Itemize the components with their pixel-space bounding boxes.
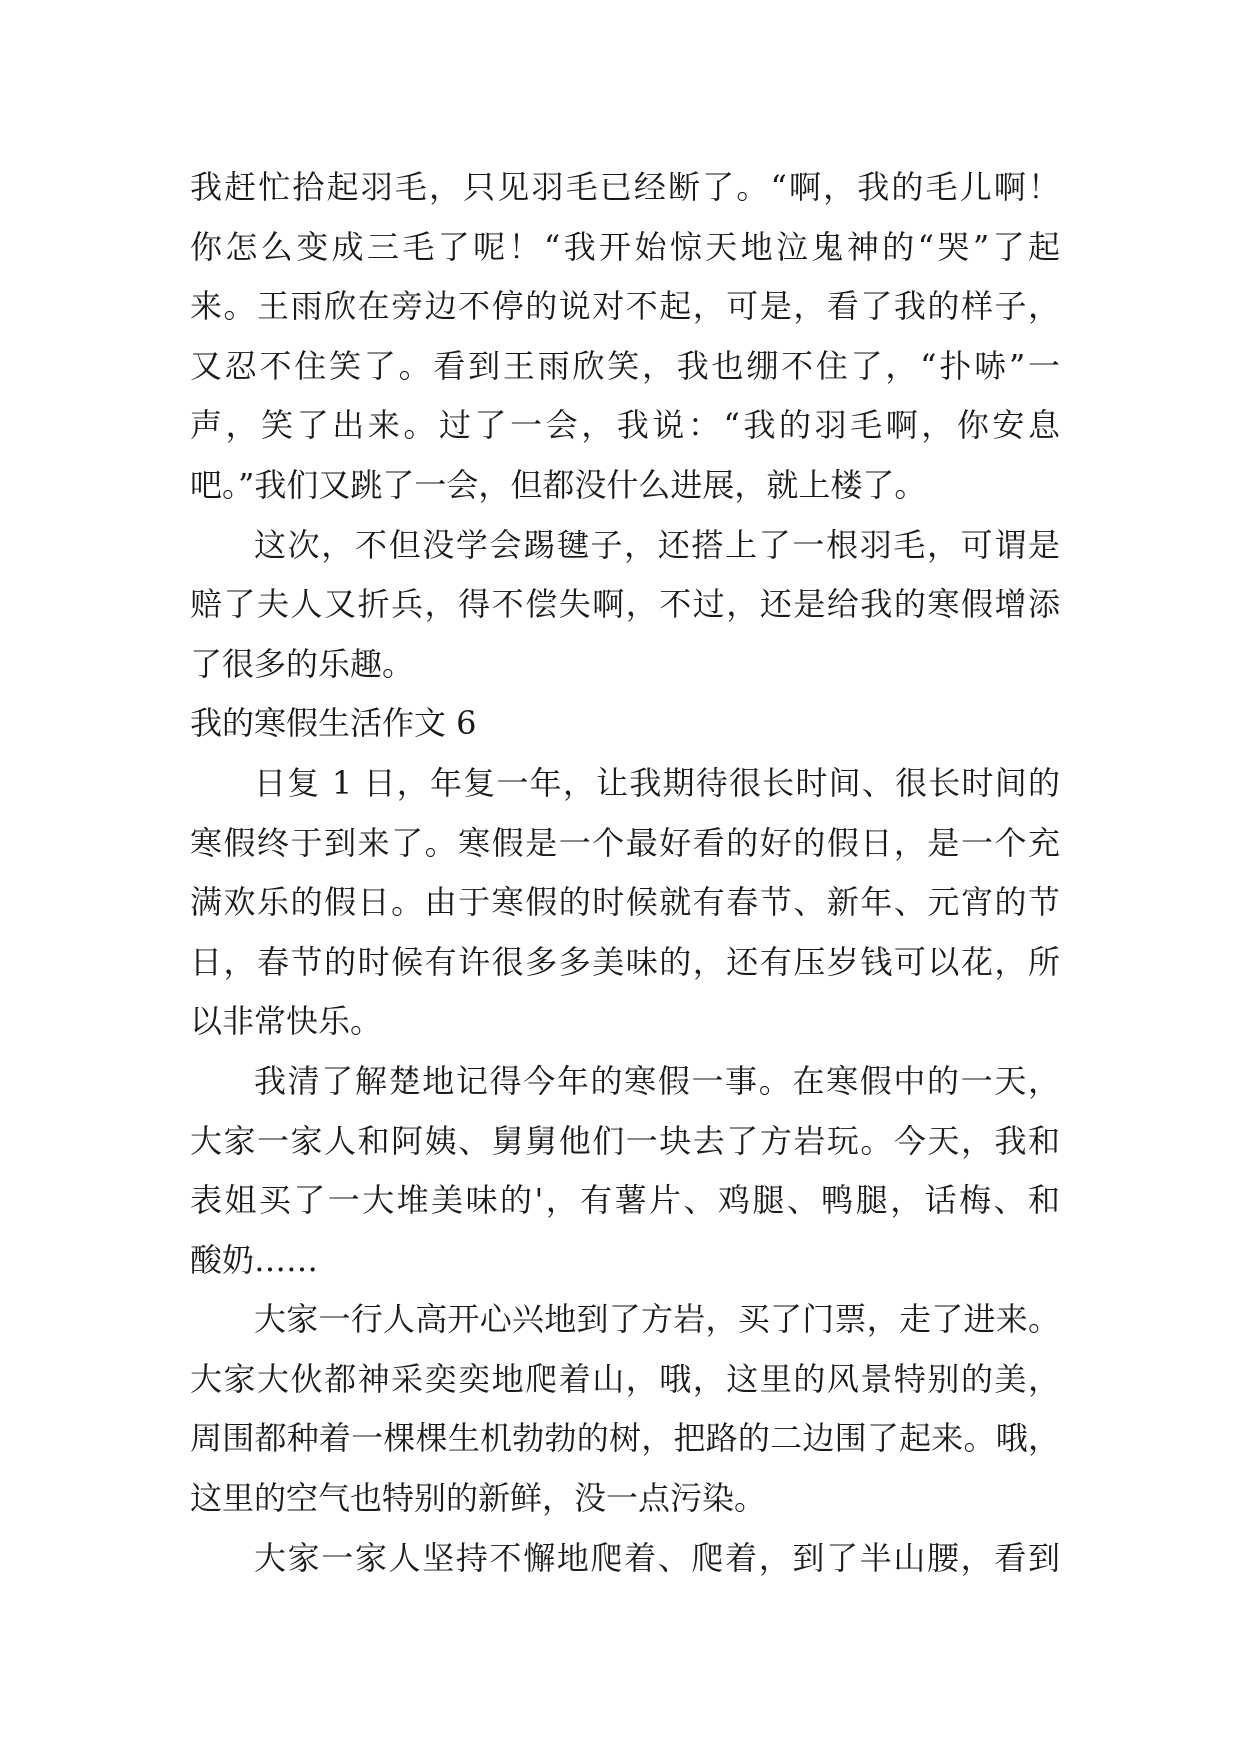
text-line: 这里的空气也特别的新鲜，没一点污染。 [190,1479,767,1518]
text-line: 日，春节的时候有许很多多美味的，还有压岁钱可以花，所 [190,942,1060,981]
text-line: 声，笑了出来。过了一会，我说：“我的羽毛啊，你安息 [190,406,1060,445]
text-line: 大家一行人高开心兴地到了方岩，买了门票，走了进来。 [254,1300,1060,1339]
text-line: 酸奶…… [190,1240,319,1279]
text-line: 这次，不但没学会踢毽子，还搭上了一根羽毛，可谓是 [254,525,1060,564]
text-line: 寒假终于到来了。寒假是一个最好看的好的假日，是一个充 [190,823,1060,862]
text-line: 了很多的乐趣。 [190,644,415,683]
text-line: 以非常快乐。 [190,1002,383,1041]
text-line: 来。王雨欣在旁边不停的说对不起，可是，看了我的样子， [190,287,1060,326]
text-line: 我的寒假生活作文 6 [190,704,477,743]
text-line: 大家大伙都神采奕奕地爬着山，哦，这里的风景特别的美， [190,1359,1060,1398]
text-line: 吧。”我们又跳了一会，但都没什么进展，就上楼了。 [190,465,927,504]
text-line: 表姐买了一大堆美味的'，有薯片、鸡腿、鸭腿，话梅、和 [190,1181,1060,1220]
text-line: 你怎么变成三毛了呢！“我开始惊天地泣鬼神的“哭”了起 [190,227,1060,266]
text-line: 大家一家人坚持不懈地爬着、爬着，到了半山腰，看到 [254,1538,1060,1577]
text-line: 周围都种着一棵棵生机勃勃的树，把路的二边围了起来。哦， [190,1419,1060,1458]
text-line: 赔了夫人又折兵，得不偿失啊，不过，还是给我的寒假增添 [190,585,1060,624]
text-line: 我赶忙拾起羽毛，只见羽毛已经断了。“啊，我的毛儿啊！ [190,168,1060,206]
document-page [190,158,1060,1588]
text-line: 我清了解楚地记得今年的寒假一事。在寒假中的一天， [254,1061,1060,1100]
text-line: 满欢乐的假日。由于寒假的时候就有春节、新年、元宵的节 [190,883,1060,922]
text-line: 又忍不住笑了。看到王雨欣笑，我也绷不住了，“扑哧”一 [190,346,1060,385]
text-line: 日复 1 日，年复一年，让我期待很长时间、很长时间的 [254,763,1060,802]
text-line: 大家一家人和阿姨、舅舅他们一块去了方岩玩。今天，我和 [190,1121,1060,1160]
